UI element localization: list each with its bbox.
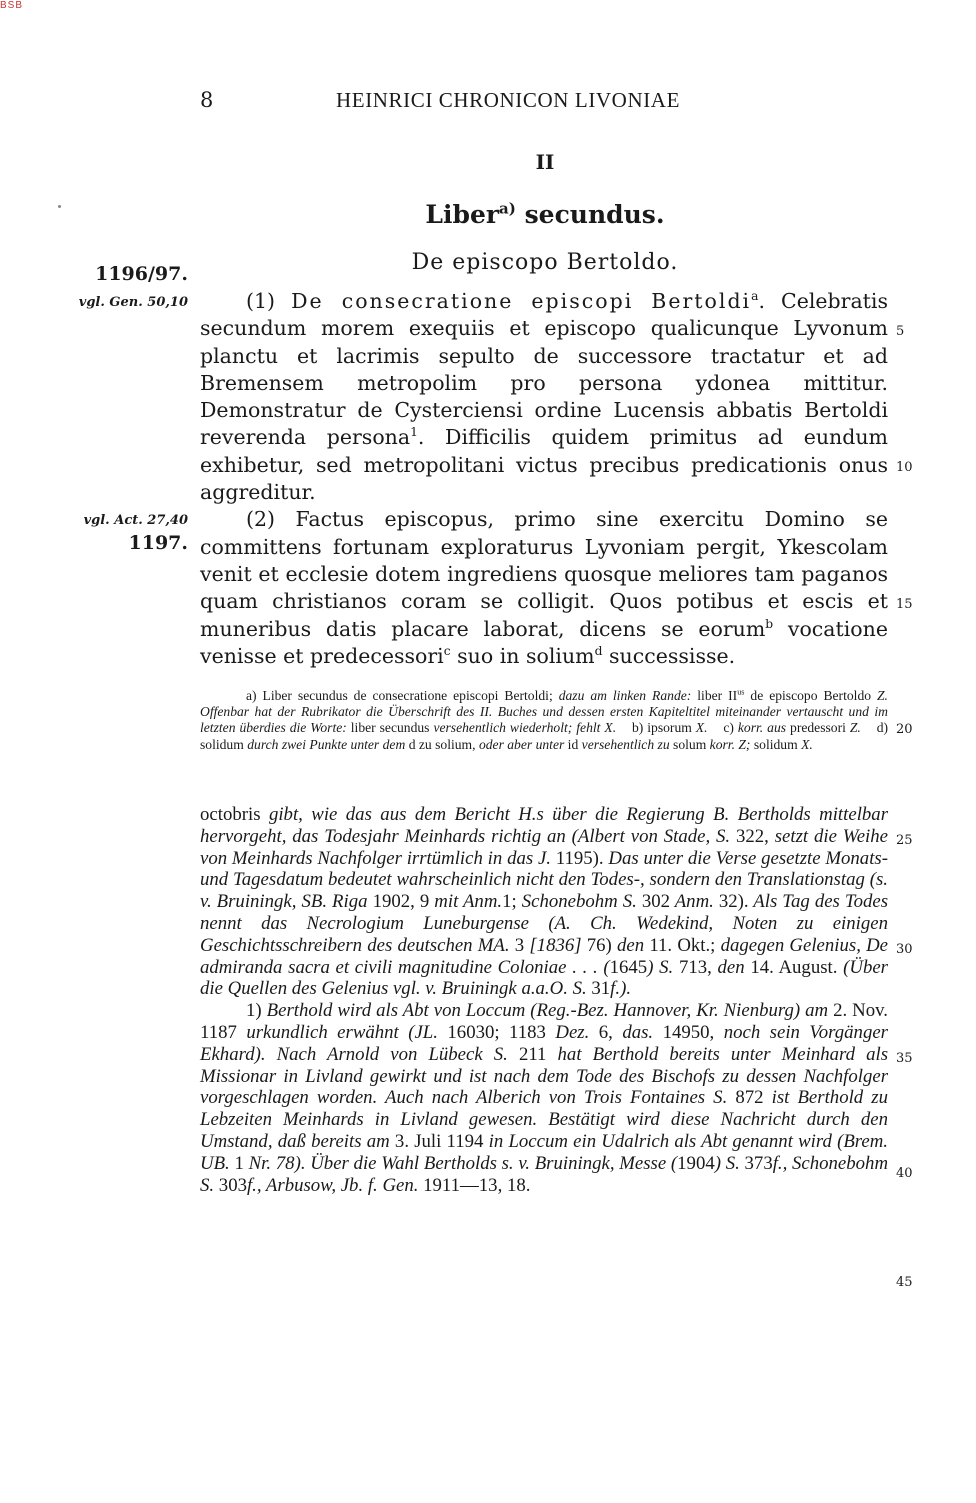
scan-speck bbox=[58, 205, 61, 208]
comm-q: 76) bbox=[586, 934, 612, 956]
comm-x: den bbox=[717, 956, 745, 978]
app-c3: predessori bbox=[790, 720, 846, 736]
fn1-d: 16030; 1183 bbox=[447, 1021, 546, 1043]
app-b2: X. bbox=[695, 720, 708, 736]
comm-d: setzt die Weihe von Meinhards Nachfolger irrtümlich in das J. bbox=[200, 825, 888, 869]
line-number-10: 10 bbox=[896, 460, 913, 475]
line-number-15: 15 bbox=[896, 597, 913, 612]
book-title-b: secundus. bbox=[524, 200, 665, 229]
fn1-y: 1911—13, bbox=[423, 1174, 503, 1196]
fn1-i: noch sein Vorgänger Ekhard). Nach Arnold von Lübeck S. bbox=[200, 1021, 888, 1065]
fn1-x: f., Arbusow, Jb. f. Gen. bbox=[246, 1174, 419, 1196]
comm-i: 1; bbox=[502, 891, 517, 913]
fn1-t: ) S. bbox=[714, 1152, 740, 1174]
comm-l: Anm. bbox=[674, 891, 714, 913]
p2-sup-d: d bbox=[594, 644, 603, 659]
line-number-25: 25 bbox=[896, 833, 913, 848]
comm-b: gibt, wie das aus dem Bericht H.s über die Regierung B. Bertholds mittelbar hervorgeht, das Todesjahr Meinhards richtig an (Albert von Stade, S. bbox=[200, 804, 889, 847]
comm-t: dagegen Gelenius, De admiranda sacra et civili magnitudine Coloniae . . . ( bbox=[200, 934, 888, 978]
book-title-a: Liber bbox=[425, 200, 500, 229]
comm-p: [1836] bbox=[529, 934, 582, 956]
fn1-s: 1904 bbox=[677, 1152, 715, 1174]
footnote-1 bbox=[200, 1000, 888, 1196]
fn1-n: 3. Juli 1194 bbox=[394, 1130, 484, 1152]
p1-text-a: . Celebratis secundum morem exequiis et episcopo qualicunque Lyvonum planctu et lacrimis sepulto de successore tractatur et ad Bremensem metropolim pro persona ydonea mittitur. Demonstratur de Cysterciensi ordine Lucensis abbatis Bertoldi reverenda persona bbox=[200, 289, 888, 450]
fn1-w: 303 bbox=[218, 1174, 247, 1196]
commentary bbox=[200, 804, 888, 1196]
line-number-30: 30 bbox=[896, 942, 913, 957]
comm-y: 14. August. bbox=[750, 956, 838, 978]
app-d8: korr. Z; bbox=[709, 736, 751, 752]
fn1-l: 872 bbox=[735, 1087, 764, 1109]
p2-text-a: Factus episcopus, primo sine exercitu Domino se committens fortunam exploraturus Lyvoniam pergit, Ykescolam venit et ecclesie dotem ingrediens quosque meliores tam paganos quam christianos coram se colligit. Quos potibus et escis et muneribus datis placare laborat, dicens se eorum bbox=[200, 507, 888, 641]
line-number-40: 40 bbox=[896, 1166, 913, 1181]
running-title: HEINRICI CHRONICON LIVONIAE bbox=[336, 88, 680, 112]
app-d2: durch zwei Punkte unter dem bbox=[247, 736, 406, 752]
commentary-continuation bbox=[200, 804, 888, 1000]
app-a3-sup: us bbox=[737, 687, 745, 697]
fn1-k: hat Berthold bereits unter Meinhard als Missionar in Livland gewirkt und ist nach dem Tode des Bischofs zu dessen Nachfolger vorgeschlagen worden. Auch nach Alberich von Trois Fontaines S. bbox=[200, 1043, 889, 1109]
app-b1: b) ipsorum bbox=[631, 720, 692, 736]
app-d1: d) solidum bbox=[200, 720, 889, 752]
comm-u: 1645 bbox=[609, 956, 648, 978]
comm-z2: 31 bbox=[591, 978, 611, 1000]
margin-ref-1: vgl. Gen. 50,10 bbox=[78, 295, 188, 310]
comm-w: 713, bbox=[678, 956, 712, 978]
app-c4: Z. bbox=[849, 720, 861, 736]
book-number: II bbox=[535, 150, 555, 174]
app-a1: a) Liber secundus de consecratione episcopi Bertoldi; bbox=[246, 688, 553, 703]
p2-sup-b: b bbox=[765, 616, 774, 631]
fn1-q: Nr. bbox=[248, 1152, 272, 1174]
comm-z: (Über die Quellen des Gelenius vgl. v. Bruiningk a.a.O. S. bbox=[200, 956, 888, 1000]
fn1-h: 14950, bbox=[662, 1021, 715, 1043]
comm-e: 1195). bbox=[555, 847, 604, 869]
fn1-p: 1 bbox=[234, 1152, 244, 1174]
fn1-a: Berthold wird als Abt von Loccum (Reg.-Bez. Hannover, Kr. Nienburg) am bbox=[266, 1000, 829, 1022]
paragraph-2 bbox=[200, 506, 888, 670]
app-d3: d zu solium, bbox=[408, 736, 476, 752]
app-a4: de episcopo Bertoldo bbox=[750, 688, 872, 703]
fn1-e: Dez. bbox=[555, 1021, 590, 1043]
line-number-5: 5 bbox=[896, 324, 905, 339]
book-title-sup: a) bbox=[499, 199, 516, 218]
library-mark: BSB bbox=[0, 0, 24, 11]
comm-g: 1902, 9 bbox=[372, 891, 430, 913]
p1-title-sup: a bbox=[751, 289, 759, 304]
app-c1: c) bbox=[723, 720, 734, 736]
app-a7: liber secundus bbox=[350, 720, 430, 736]
p2-number: (2) bbox=[246, 507, 276, 532]
comm-o: 3 bbox=[514, 934, 525, 956]
app-d7: solum bbox=[673, 736, 707, 752]
p1-title: De consecratione episcopi Bertoldi bbox=[291, 289, 752, 313]
comm-r: den bbox=[617, 934, 645, 956]
comm-f: Das unter die Verse gesetzte Monats- und Tagesdatum bedeutet wahrscheinlich nicht den Todes-, sondern den Translationstag (s. v. Bruiningk, SB. Riga bbox=[200, 847, 888, 913]
app-c2: korr. aus bbox=[737, 720, 787, 736]
line-number-45: 45 bbox=[896, 1275, 913, 1290]
fn1-b: 2. Nov. 1187 bbox=[200, 1000, 889, 1043]
app-a3: liber II bbox=[697, 688, 738, 703]
line-number-35: 35 bbox=[896, 1051, 913, 1066]
app-d5: id bbox=[567, 736, 579, 752]
app-d10: X. bbox=[801, 736, 813, 752]
app-a6: Offenbar hat der Rubrikator die Überschrift des II. Buches und dessen ersten Kapiteltitel miteinander vertauscht und im letzten überdies die Worte: bbox=[200, 704, 888, 736]
p2-text-d: successisse. bbox=[609, 643, 736, 668]
comm-c: 322, bbox=[735, 825, 769, 847]
app-d9: solidum bbox=[753, 736, 798, 752]
app-a2: dazu am linken Rande: bbox=[558, 688, 692, 703]
book-title bbox=[200, 200, 890, 229]
margin-year-1: 1196/97. bbox=[95, 263, 188, 285]
fn1-c: urkundlich erwähnt (JL. bbox=[246, 1021, 438, 1043]
p2-sup-c: c bbox=[443, 644, 451, 659]
fn1-number: 1) bbox=[246, 1000, 262, 1022]
fn1-m: ist Berthold zu Lebzeiten Meinhards in Livland gewesen. Bestätigt wird diese Nachricht durch den Umstand, daß bereits am bbox=[200, 1087, 888, 1152]
comm-m: 32). bbox=[718, 891, 749, 913]
app-a5: Z. bbox=[877, 688, 888, 703]
app-a8: versehentlich wiederholt; fehlt X. bbox=[433, 720, 617, 736]
fn1-u: 373 bbox=[744, 1152, 773, 1174]
fn1-r: 78). Über die Wahl Bertholds s. v. Bruiningk, Messe ( bbox=[275, 1152, 678, 1174]
line-number-20: 20 bbox=[896, 722, 913, 737]
page-number: 8 bbox=[200, 88, 214, 112]
comm-a: octobris bbox=[200, 804, 261, 825]
p1-text-b: . Difficilis quidem primitus ad eundum exhibetur, sed metropolitani victus precibus predicationis onus aggreditur. bbox=[200, 425, 888, 505]
app-d4: oder aber unter bbox=[478, 736, 565, 752]
comm-h: mit Anm. bbox=[434, 891, 503, 913]
p2-text-b: vocatione venisse et predecessori bbox=[200, 616, 888, 668]
comm-s: 11. Okt.; bbox=[649, 934, 716, 956]
main-text bbox=[200, 288, 888, 670]
comm-v: ) S. bbox=[647, 956, 674, 978]
p1-footnote-ref: 1 bbox=[410, 425, 418, 440]
margin-year-2: 1197. bbox=[128, 532, 188, 554]
chapter-title: De episcopo Bertoldo. bbox=[411, 250, 679, 275]
fn1-v: f., Schonebohm S. bbox=[200, 1152, 889, 1196]
fn1-g: das. bbox=[622, 1021, 654, 1043]
p1-number: (1) bbox=[246, 289, 276, 313]
critical-apparatus bbox=[200, 688, 888, 753]
p2-text-c: suo in solium bbox=[457, 643, 595, 668]
comm-k: 302 bbox=[641, 891, 671, 913]
comm-n: Als Tag des Todes nennt das Necrologium Luneburgense (A. Ch. Wedekind, Noten zu einigen Geschichtsschreibern des deutschen MA. bbox=[200, 891, 889, 956]
fn1-z: 18. bbox=[506, 1174, 531, 1196]
app-d6: versehentlich zu bbox=[581, 736, 670, 752]
fn1-f: 6, bbox=[598, 1021, 613, 1043]
paragraph-1 bbox=[200, 288, 888, 506]
margin-ref-2: vgl. Act. 27,40 bbox=[83, 513, 188, 528]
comm-j: Schonebohm S. bbox=[521, 891, 637, 913]
comm-z3: f.). bbox=[610, 978, 632, 1000]
fn1-o: in Loccum ein Udalrich als Abt genannt wird (Brem. UB. bbox=[200, 1130, 889, 1174]
fn1-j: 211 bbox=[518, 1043, 547, 1065]
